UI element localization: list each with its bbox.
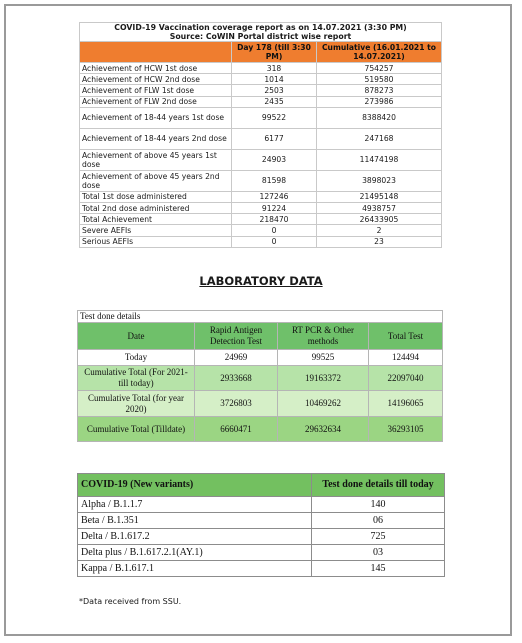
header-tests-till-today: Test done details till today <box>312 474 445 497</box>
row-date: Today <box>78 350 195 366</box>
table-row <box>80 107 442 128</box>
row-day-value: 127246 <box>232 191 317 202</box>
table-row <box>80 236 442 247</box>
header-total-test: Total Test <box>369 323 443 350</box>
row-day-value: 81598 <box>232 170 317 191</box>
row-date: Cumulative Total (Tilldate) <box>78 417 195 442</box>
row-total: 22097040 <box>369 366 443 391</box>
table-row <box>78 561 445 577</box>
table-row <box>80 170 442 191</box>
row-day-value: 2503 <box>232 85 317 96</box>
row-cumulative-value: 519580 <box>317 74 442 85</box>
row-cumulative-value: 247168 <box>317 128 442 149</box>
row-cumulative-value: 878273 <box>317 85 442 96</box>
row-rtpcr: 29632634 <box>278 417 369 442</box>
row-rtpcr: 99525 <box>278 350 369 366</box>
table-row <box>78 545 445 561</box>
table-row <box>80 214 442 225</box>
row-total: 14196065 <box>369 391 443 417</box>
laboratory-caption-row <box>78 311 443 323</box>
table-row <box>80 149 442 170</box>
table-row <box>78 350 443 366</box>
row-label: Achievement of 18-44 years 2nd dose <box>80 128 232 149</box>
row-rtpcr: 10469262 <box>278 391 369 417</box>
variant-name: Alpha / B.1.1.7 <box>78 497 312 513</box>
row-rat: 2933668 <box>195 366 278 391</box>
vaccination-header-cumulative: Cumulative (16.01.2021 to 14.07.2021) <box>317 42 442 63</box>
row-rat: 6660471 <box>195 417 278 442</box>
row-cumulative-value: 754257 <box>317 63 442 74</box>
row-label: Serious AEFIs <box>80 236 232 247</box>
row-day-value: 0 <box>232 236 317 247</box>
row-cumulative-value: 26433905 <box>317 214 442 225</box>
variant-name: Beta / B.1.351 <box>78 513 312 529</box>
table-row <box>78 529 445 545</box>
row-day-value: 91224 <box>232 202 317 213</box>
row-cumulative-value: 273986 <box>317 96 442 107</box>
footnote: *Data received from SSU. <box>79 597 182 606</box>
table-row <box>78 417 443 442</box>
row-cumulative-value: 3898023 <box>317 170 442 191</box>
vaccination-title-line1: COVID-19 Vaccination coverage report as on 14.07.2021 (3:30 PM) <box>114 23 407 32</box>
table-row <box>78 497 445 513</box>
row-date: Cumulative Total (For 2021- till today) <box>78 366 195 391</box>
row-label: Severe AEFIs <box>80 225 232 236</box>
vaccination-header-day: Day 178 (till 3:30 PM) <box>232 42 317 63</box>
row-label: Achievement of FLW 1st dose <box>80 85 232 96</box>
row-label: Total Achievement <box>80 214 232 225</box>
table-row <box>80 225 442 236</box>
row-label: Achievement of HCW 1st dose <box>80 63 232 74</box>
row-day-value: 99522 <box>232 107 317 128</box>
row-label: Achievement of HCW 2nd dose <box>80 74 232 85</box>
row-day-value: 24903 <box>232 149 317 170</box>
table-row <box>80 85 442 96</box>
row-cumulative-value: 2 <box>317 225 442 236</box>
laboratory-caption: Test done details <box>78 311 443 323</box>
table-row <box>78 513 445 529</box>
laboratory-table <box>77 310 443 442</box>
row-day-value: 218470 <box>232 214 317 225</box>
variant-count: 725 <box>312 529 445 545</box>
row-day-value: 318 <box>232 63 317 74</box>
row-cumulative-value: 11474198 <box>317 149 442 170</box>
variants-header-row <box>78 474 445 497</box>
variant-name: Delta plus / B.1.617.2.1(AY.1) <box>78 545 312 561</box>
row-label: Achievement of above 45 years 2nd dose <box>80 170 232 191</box>
vaccination-title-row <box>80 23 442 42</box>
laboratory-heading: LABORATORY DATA <box>199 274 323 288</box>
header-rapid-antigen: Rapid Antigen Detection Test <box>195 323 278 350</box>
row-date: Cumulative Total (for year 2020) <box>78 391 195 417</box>
row-label: Achievement of FLW 2nd dose <box>80 96 232 107</box>
row-cumulative-value: 8388420 <box>317 107 442 128</box>
vaccination-table <box>79 22 442 248</box>
variants-table <box>77 473 445 577</box>
row-label: Total 2nd dose administered <box>80 202 232 213</box>
variant-count: 03 <box>312 545 445 561</box>
header-variant: COVID-19 (New variants) <box>78 474 312 497</box>
table-row <box>80 74 442 85</box>
row-cumulative-value: 21495148 <box>317 191 442 202</box>
row-rat: 24969 <box>195 350 278 366</box>
header-rtpcr: RT PCR & Other methods <box>278 323 369 350</box>
variant-name: Delta / B.1.617.2 <box>78 529 312 545</box>
row-cumulative-value: 23 <box>317 236 442 247</box>
row-rtpcr: 19163372 <box>278 366 369 391</box>
table-row <box>78 366 443 391</box>
vaccination-title <box>80 23 442 42</box>
laboratory-header-row <box>78 323 443 350</box>
table-row <box>80 191 442 202</box>
variant-count: 140 <box>312 497 445 513</box>
row-day-value: 0 <box>232 225 317 236</box>
row-cumulative-value: 4938757 <box>317 202 442 213</box>
row-total: 36293105 <box>369 417 443 442</box>
vaccination-header-blank <box>80 42 232 63</box>
table-row <box>80 128 442 149</box>
row-day-value: 1014 <box>232 74 317 85</box>
row-day-value: 6177 <box>232 128 317 149</box>
variant-count: 145 <box>312 561 445 577</box>
table-row <box>80 202 442 213</box>
variant-count: 06 <box>312 513 445 529</box>
vaccination-title-line2: Source: CoWIN Portal district wise report <box>169 32 352 41</box>
table-row <box>80 96 442 107</box>
table-row <box>80 63 442 74</box>
header-date: Date <box>78 323 195 350</box>
row-rat: 3726803 <box>195 391 278 417</box>
table-row <box>78 391 443 417</box>
vaccination-header-row <box>80 42 442 63</box>
row-label: Achievement of above 45 years 1st dose <box>80 149 232 170</box>
row-total: 124494 <box>369 350 443 366</box>
variant-name: Kappa / B.1.617.1 <box>78 561 312 577</box>
row-label: Achievement of 18-44 years 1st dose <box>80 107 232 128</box>
row-label: Total 1st dose administered <box>80 191 232 202</box>
row-day-value: 2435 <box>232 96 317 107</box>
